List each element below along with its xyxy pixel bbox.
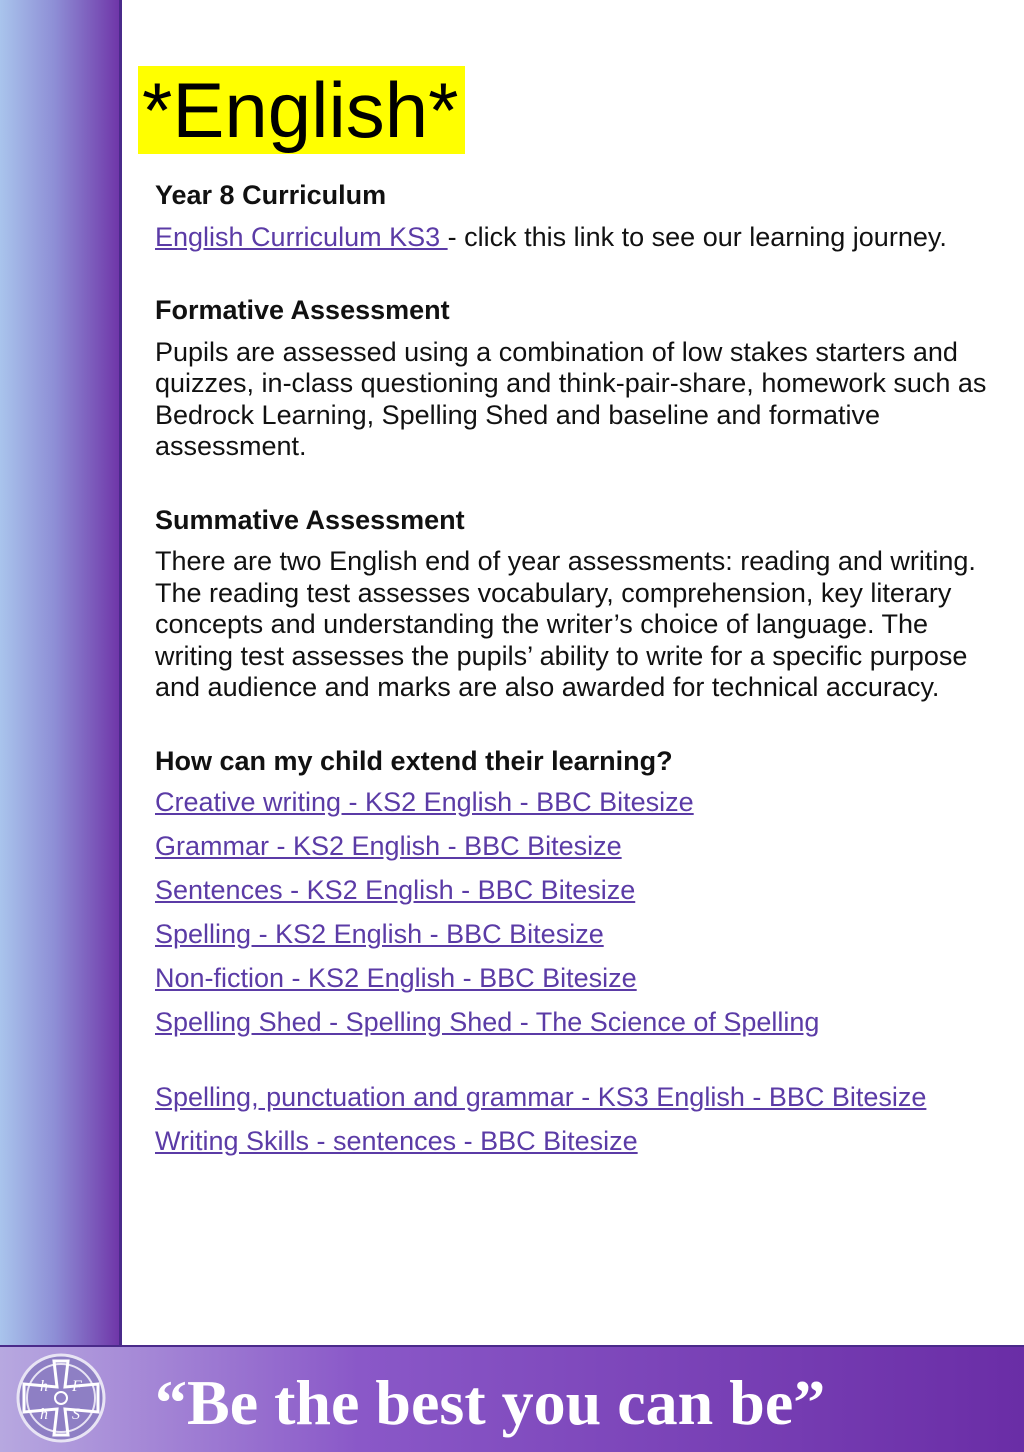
side-bar-edge — [119, 0, 122, 1345]
link-spag-ks3[interactable]: Spelling, punctuation and grammar - KS3 English - BBC Bitesize — [155, 1082, 927, 1112]
logo-letter-2: F — [72, 1378, 82, 1395]
main-content — [155, 180, 1000, 1170]
curriculum-link[interactable]: English Curriculum KS3 — [155, 221, 448, 252]
footer-top-line — [0, 1345, 1024, 1347]
formative-text: Pupils are assessed using a combination of low stakes starters and quizzes, in-class questioning and think-pair-share, homework such as Bedrock Learning, Spelling Shed and baseline and formative assessment. — [155, 336, 987, 461]
curriculum-paragraph — [155, 222, 1000, 254]
link-sentences[interactable]: Sentences - KS2 English - BBC Bitesize — [155, 875, 636, 905]
extend-links-list — [155, 787, 1000, 1158]
school-crest-icon — [16, 1353, 106, 1443]
curriculum-heading: Year 8 Curriculum — [155, 180, 387, 210]
logo-letter-4: S — [72, 1406, 80, 1423]
decorative-side-bar — [0, 0, 120, 1345]
link-non-fiction[interactable]: Non-fiction - KS2 English - BBC Bitesize — [155, 963, 637, 993]
formative-heading: Formative Assessment — [155, 295, 450, 325]
summative-heading: Summative Assessment — [155, 504, 465, 535]
summative-text: There are two English end of year assessments: reading and writing. The reading test assesses vocabulary, comprehension, key literary concepts and understanding the writer’s choice of language. The writing test assesses the pupils’ ability to write for a specific purpose and audience and marks are also awarded for technical accuracy. — [155, 546, 976, 702]
logo-letter-3: h — [40, 1406, 48, 1423]
curriculum-text: - click this link to see our learning journey. — [447, 221, 947, 252]
link-creative-writing[interactable]: Creative writing - KS2 English - BBC Bitesize — [155, 787, 694, 817]
link-writing-skills[interactable]: Writing Skills - sentences - BBC Bitesize — [155, 1126, 638, 1156]
link-spelling[interactable]: Spelling - KS2 English - BBC Bitesize — [155, 919, 604, 949]
extend-heading: How can my child extend their learning? — [155, 745, 673, 776]
link-spelling-shed[interactable]: Spelling Shed - Spelling Shed - The Science of Spelling — [155, 1007, 820, 1037]
page-title: *English* — [138, 66, 465, 154]
footer-motto: “Be the best you can be” — [155, 1367, 826, 1438]
logo-letter-1: h — [40, 1378, 48, 1395]
link-grammar[interactable]: Grammar - KS2 English - BBC Bitesize — [155, 831, 622, 861]
